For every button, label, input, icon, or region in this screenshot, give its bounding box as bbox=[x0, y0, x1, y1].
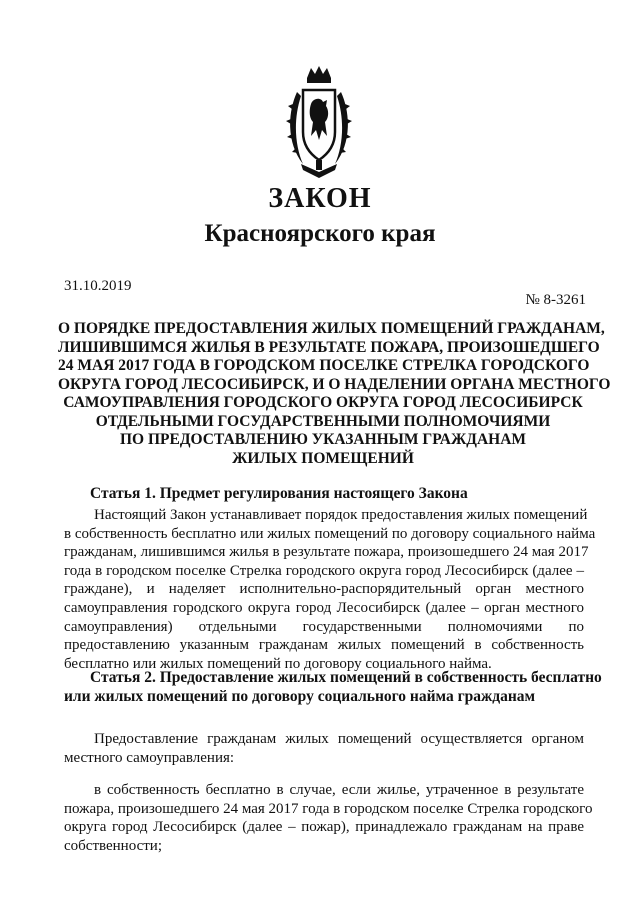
heading-line: ОТДЕЛЬНЫМИ ГОСУДАРСТВЕННЫМИ ПОЛНОМОЧИЯМИ bbox=[95, 412, 551, 430]
law-heading bbox=[58, 320, 611, 468]
text-line: Настоящий Закон устанавливает порядок предоставления жилых помещений bbox=[94, 507, 588, 523]
text-line: граждане), и наделяет исполнительно-распорядительный орган местного bbox=[64, 581, 584, 598]
heading-line: САМОУПРАВЛЕНИЯ ГОРОДСКОГО ОКРУГА ГОРОД ЛЕСОСИБИРСК bbox=[63, 394, 583, 411]
text-line: местного самоуправления: bbox=[64, 749, 235, 766]
article-2-title bbox=[64, 668, 602, 706]
law-title: ЗАКОН bbox=[268, 183, 372, 214]
text-line: года в городском поселке Стрелка городского округа город Лесосибирск (далее – bbox=[64, 562, 584, 579]
article-2-paragraph-2 bbox=[64, 781, 593, 855]
text-line: Предоставление гражданам жилых помещений осуществляется органом bbox=[94, 731, 584, 747]
text-line: бесплатно или жилых помещений по договору социального найма. bbox=[64, 655, 492, 672]
article-2-paragraph-1 bbox=[64, 730, 584, 767]
heading-line: ПО ПРЕДОСТАВЛЕНИЮ УКАЗАННЫМ ГРАЖДАНАМ bbox=[119, 431, 527, 448]
text-line: пожара, произошедшего 24 мая 2017 года в городском поселке Стрелка городского bbox=[64, 800, 593, 817]
heading-line: О ПОРЯДКЕ ПРЕДОСТАВЛЕНИЯ ЖИЛЫХ ПОМЕЩЕНИЙ ГРАЖДАНАМ, bbox=[58, 320, 605, 337]
text-line: в собственность бесплатно в случае, если жилье, утраченное в результате bbox=[94, 782, 584, 798]
article-2-title-line: Статья 2. Предоставление жилых помещений в собственность бесплатно bbox=[90, 669, 602, 686]
article-1-text bbox=[64, 506, 596, 673]
heading-line: 24 МАЯ 2017 ГОДА В ГОРОДСКОМ ПОСЕЛКЕ СТРЕЛКА ГОРОДСКОГО bbox=[58, 357, 590, 374]
text-line: в собственность бесплатно или жилых помещений по договору социального найма bbox=[64, 525, 596, 542]
coat-of-arms-emblem bbox=[285, 64, 353, 182]
text-line: предоставлению указанным гражданам жилых помещений в собственность bbox=[64, 637, 584, 654]
article-1-title-text: Статья 1. Предмет регулирования настоящего Закона bbox=[90, 485, 468, 502]
text-line: самоуправления) отдельными государственными полномочиями по bbox=[64, 618, 584, 635]
law-number: № 8-3261 bbox=[525, 292, 586, 308]
heading-line: ЛИШИВШИМСЯ ЖИЛЬЯ В РЕЗУЛЬТАТЕ ПОЖАРА, ПРОИЗОШЕДШЕГО bbox=[58, 338, 600, 356]
text-line: гражданам, лишившимся жилья в результате пожара, произошедшего 24 мая 2017 bbox=[64, 544, 589, 561]
heading-line: ОКРУГА ГОРОД ЛЕСОСИБИРСК, И О НАДЕЛЕНИИ ОРГАНА МЕСТНОГО bbox=[58, 375, 611, 393]
law-date: 31.10.2019 bbox=[64, 278, 132, 294]
text-line: собственности; bbox=[64, 837, 162, 854]
text-line: самоуправления городского округа город Лесосибирск (далее – орган местного bbox=[64, 599, 584, 616]
law-subtitle: Красноярского края bbox=[204, 220, 436, 247]
heading-line: ЖИЛЫХ ПОМЕЩЕНИЙ bbox=[232, 449, 414, 467]
text-line: округа город Лесосибирск (далее – пожар), принадлежало гражданам на праве bbox=[64, 819, 584, 836]
article-1-title bbox=[90, 484, 468, 503]
article-2-title-line: или жилых помещений по договору социального найма гражданам bbox=[64, 688, 536, 705]
